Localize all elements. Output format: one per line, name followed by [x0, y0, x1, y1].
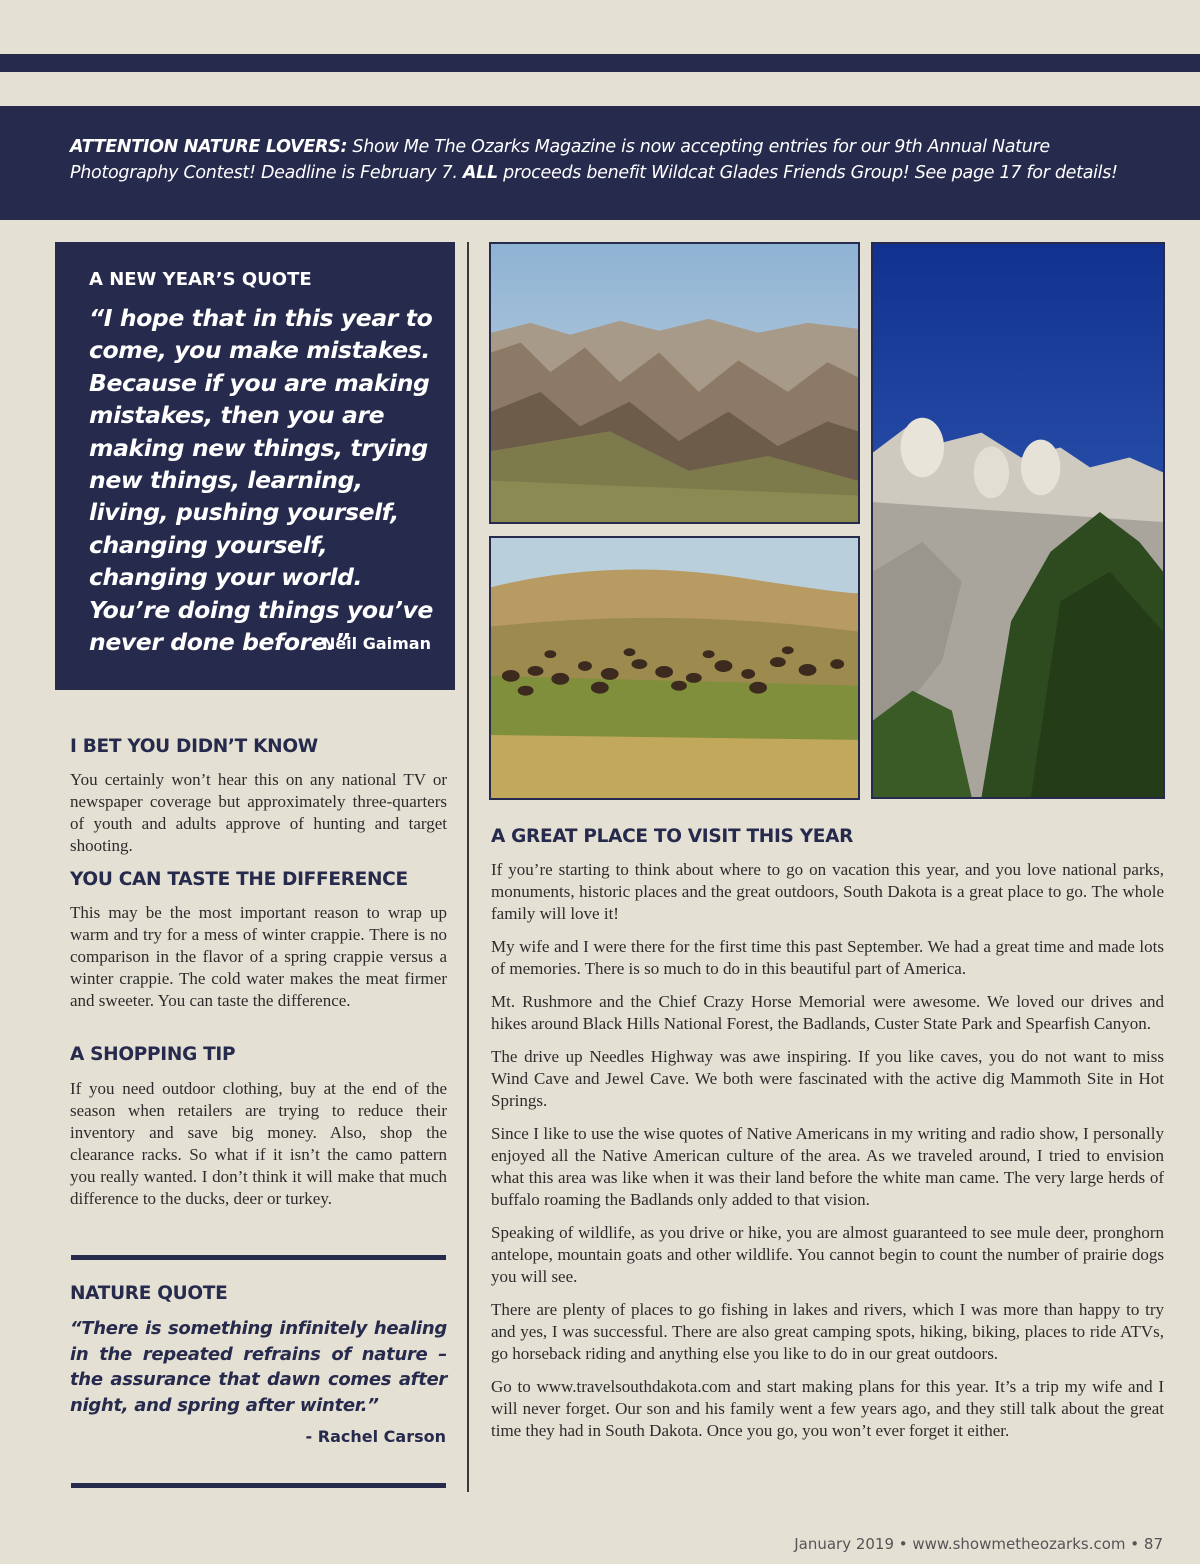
article-paragraph: If you’re starting to think about where to go on vacation this year, and you love national parks, monuments, historic places and the great outdoors, South Dakota is a great place to go. The whole family will love it!	[491, 860, 1164, 923]
section-body-shopping: If you need outdoor clothing, buy at the end of the season when retailers are trying to reduce their inventory and save big money. Also, shop the clearance racks. So what if it isn’t the camo pattern you really wanted. I don’t think it will make that much difference to the ducks, deer or turkey.	[70, 1079, 447, 1208]
nature-quote-author: - Rachel Carson	[305, 1427, 446, 1446]
banner-emphasis: ALL	[462, 163, 498, 183]
article-paragraph: The drive up Needles Highway was awe inspiring. If you like caves, you do not want to miss Wind Cave and Jewel Cave. We both were fascinated with the active dig Mammoth Site in Hot Springs.	[491, 1047, 1164, 1110]
article-paragraph: Go to www.travelsouthdakota.com and start making plans for this year. It’s a trip my wife and I will never forget. Our son and his family went a few years ago, and they still talk about the great time they had in South Dakota. Once you go, you won’t ever forget it either.	[491, 1377, 1164, 1440]
section-heading-didnt-know: I BET YOU DIDN’T KNOW	[70, 736, 318, 757]
contest-banner	[0, 106, 1200, 220]
column-divider	[467, 242, 469, 1492]
article-paragraph: Speaking of wildlife, as you drive or hike, you are almost guaranteed to see mule deer, pronghorn antelope, mountain goats and other wildlife. You cannot begin to count the number of prairie dogs you will see.	[491, 1223, 1164, 1286]
nature-quote-heading: NATURE QUOTE	[70, 1283, 228, 1304]
article-heading: A GREAT PLACE TO VISIT THIS YEAR	[491, 826, 854, 847]
section-heading-shopping: A SHOPPING TIP	[70, 1044, 236, 1065]
divider-rule-lower	[71, 1483, 446, 1488]
quote-box-author: -Neil Gaiman	[315, 634, 431, 653]
article-paragraph: Since I like to use the wise quotes of Native Americans in my writing and radio show, I personally enjoyed all the Native American culture of the area. As we traveled around, I tried to envision what this area was like when it was their land before the white man came. The very large herds of buffalo roaming the Badlands only added to that vision.	[491, 1124, 1164, 1209]
quote-box-quote: “I hope that in this year to come, you make mistakes. Because if you are making mistakes, then you are making new things, trying new things, learning, living, pushing yourself, changing yourself, changing your world. You’re doing things you’ve never done before.”	[89, 304, 433, 657]
page-footer: January 2019 • www.showmetheozarks.com • 87	[794, 1535, 1163, 1553]
article-paragraph: My wife and I were there for the first time this past September. We had a great time and made lots of memories. There is so much to do in this beautiful part of America.	[491, 937, 1164, 978]
top-rule	[0, 54, 1200, 72]
article-paragraph: There are plenty of places to go fishing in lakes and rivers, which I was more than happy to try and yes, I was successful. There are also great camping spots, hiking, biking, places to ride ATVs, go horseback riding and anything else you like to do in our great outdoors.	[491, 1300, 1164, 1363]
quote-box-heading: A NEW YEAR’S QUOTE	[89, 269, 312, 290]
nature-quote-text: “There is something infinitely healing in the repeated refrains of nature – the assurance that dawn comes after night, and spring after winter.”	[70, 1318, 447, 1416]
mount-rushmore-photo	[871, 242, 1165, 799]
section-heading-taste: YOU CAN TASTE THE DIFFERENCE	[70, 869, 408, 890]
banner-lead: ATTENTION NATURE LOVERS:	[70, 137, 348, 157]
article-paragraph: Mt. Rushmore and the Chief Crazy Horse Memorial were awesome. We loved our drives and hikes around Black Hills National Forest, the Badlands, Custer State Park and Spearfish Canyon.	[491, 992, 1164, 1033]
badlands-photo	[489, 242, 860, 524]
divider-rule-upper	[71, 1255, 446, 1260]
section-body-taste: This may be the most important reason to wrap up warm and try for a mess of winter crappie. There is no comparison in the flavor of a spring crappie versus a winter crappie. The cold water makes the meat firmer and sweeter. You can taste the difference.	[70, 903, 447, 1010]
section-body-didnt-know: You certainly won’t hear this on any national TV or newspaper coverage but approximately three-quarters of youth and adults approve of hunting and target shooting.	[70, 770, 447, 855]
new-years-quote-box	[55, 242, 455, 690]
banner-text: ATTENTION NATURE LOVERS: Show Me The Ozarks Magazine is now accepting entries for our 9th Annual Nature Photography Contest! Deadline is February 7. ALL proceeds benefit Wildcat Glades Friends Group! See page 17 for details!	[70, 137, 1118, 183]
buffalo-herd-photo	[489, 536, 860, 800]
article-body	[491, 859, 1164, 1453]
